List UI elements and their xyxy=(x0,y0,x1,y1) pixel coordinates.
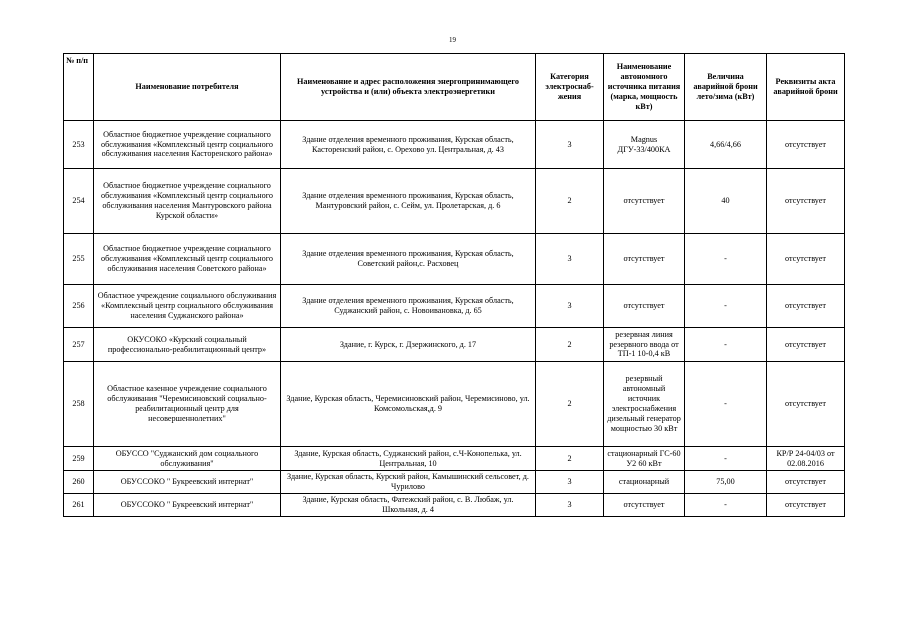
cell-num: 261 xyxy=(64,494,94,517)
cell-address: Здание отделения временного проживания, Курская область, Советский район,с. Расховец xyxy=(281,234,536,285)
cell-act: отсутствует xyxy=(767,328,845,362)
cell-reserve: - xyxy=(685,494,767,517)
cell-reserve: - xyxy=(685,362,767,447)
cell-source: резервный автономный источник электроснабжения дизельный генератор мощностью 30 кВт xyxy=(604,362,685,447)
cell-consumer: ОБУССО "Суджанский дом социального обслуживания" xyxy=(94,447,281,471)
cell-reserve: - xyxy=(685,285,767,328)
cell-consumer: ОКУСОКО «Курский социальный профессионально-реабилитационный центр» xyxy=(94,328,281,362)
cell-address: Здание, г. Курск, г. Дзержинского, д. 17 xyxy=(281,328,536,362)
header-source: Наименование автономного источника питания (марка, мощность кВт) xyxy=(604,54,685,121)
cell-source: стационарный ГС-60 У2 60 кВт xyxy=(604,447,685,471)
cell-reserve: - xyxy=(685,328,767,362)
cell-act: отсутствует xyxy=(767,285,845,328)
cell-num: 257 xyxy=(64,328,94,362)
cell-address: Здание отделения временного проживания, Курская область, Суджанский район, с. Новоивановка, д. 65 xyxy=(281,285,536,328)
cell-reserve: 4,66/4,66 xyxy=(685,121,767,169)
cell-address: Здание, Курская область, Фатежский район, с. В. Любаж, ул. Школьная, д. 4 xyxy=(281,494,536,517)
cell-num: 259 xyxy=(64,447,94,471)
table-row xyxy=(64,121,845,169)
table-row xyxy=(64,362,845,447)
table-row xyxy=(64,494,845,517)
cell-act: отсутствует xyxy=(767,362,845,447)
header-category: Категория электроснаб-жения xyxy=(536,54,604,121)
cell-address: Здание отделения временного проживания, Курская область, Мантуровский район, с. Сейм, ул. Пролетарская, д. 6 xyxy=(281,169,536,234)
cell-num: 255 xyxy=(64,234,94,285)
cell-reserve: - xyxy=(685,234,767,285)
table-row xyxy=(64,285,845,328)
cell-act: отсутствует xyxy=(767,234,845,285)
cell-reserve: - xyxy=(685,447,767,471)
header-act: Реквизиты акта аварийной брони xyxy=(767,54,845,121)
header-address: Наименование и адрес расположения энергопринимающего устройства и (или) объекта электроэнергетики xyxy=(281,54,536,121)
cell-consumer: ОБУССОКО " Букреевский интернат" xyxy=(94,471,281,494)
cell-act: отсутствует xyxy=(767,471,845,494)
cell-consumer: Областное учреждение социального обслуживания «Комплексный центр социального обслуживания населения Суджанского района» xyxy=(94,285,281,328)
cell-category: 2 xyxy=(536,362,604,447)
table-row xyxy=(64,471,845,494)
cell-category: 3 xyxy=(536,121,604,169)
cell-consumer: Областное бюджетное учреждение социального обслуживания «Комплексный центр социального обслуживания населения Касторенского района» xyxy=(94,121,281,169)
cell-category: 2 xyxy=(536,328,604,362)
cell-category: 3 xyxy=(536,285,604,328)
page-number: 19 xyxy=(449,36,456,44)
cell-act: отсутствует xyxy=(767,169,845,234)
cell-reserve: 75,00 xyxy=(685,471,767,494)
cell-category: 3 xyxy=(536,471,604,494)
cell-act: отсутствует xyxy=(767,494,845,517)
cell-source: отсутствует xyxy=(604,234,685,285)
cell-source: отсутствует xyxy=(604,169,685,234)
cell-num: 260 xyxy=(64,471,94,494)
cell-reserve: 40 xyxy=(685,169,767,234)
header-reserve: Величина аварийной брони лето/зима (кВт) xyxy=(685,54,767,121)
cell-category: 3 xyxy=(536,234,604,285)
cell-address: Здание, Курская область, Черемисиновский район, Черемисиново, ул. Комсомольская,д. 9 xyxy=(281,362,536,447)
table-row xyxy=(64,169,845,234)
table-row xyxy=(64,234,845,285)
cell-num: 256 xyxy=(64,285,94,328)
cell-consumer: ОБУССОКО " Букреевский интернат" xyxy=(94,494,281,517)
table-row xyxy=(64,328,845,362)
header-num: № п/п xyxy=(64,54,94,121)
cell-source: стационарный xyxy=(604,471,685,494)
cell-source: Magnus ДГУ-33/400КА xyxy=(604,121,685,169)
cell-address: Здание отделения временного проживания, Курская область, Касторенский район, с. Орехово ул. Центральная, д. 43 xyxy=(281,121,536,169)
cell-source: отсутствует xyxy=(604,494,685,517)
emergency-reserve-table xyxy=(63,53,845,517)
cell-consumer: Областное бюджетное учреждение социального обслуживания «Комплексный центр социального обслуживания населения Советского района» xyxy=(94,234,281,285)
cell-act: отсутствует xyxy=(767,121,845,169)
cell-category: 3 xyxy=(536,494,604,517)
cell-num: 258 xyxy=(64,362,94,447)
cell-category: 2 xyxy=(536,169,604,234)
table-header-row xyxy=(64,54,845,121)
cell-address: Здание, Курская область, Суджанский район, с.Ч-Конопелька, ул. Центральная, 10 xyxy=(281,447,536,471)
cell-source: отсутствует xyxy=(604,285,685,328)
cell-num: 254 xyxy=(64,169,94,234)
cell-category: 2 xyxy=(536,447,604,471)
cell-address: Здание, Курская область, Курский район, Камышинский сельсовет, д. Чурилово xyxy=(281,471,536,494)
header-consumer: Наименование потребителя xyxy=(94,54,281,121)
cell-consumer: Областное бюджетное учреждение социального обслуживания «Комплексный центр социального обслуживания населения Мантуровского района Курской области» xyxy=(94,169,281,234)
table-row xyxy=(64,447,845,471)
cell-act: КР/Р 24-04/03 от 02.08.2016 xyxy=(767,447,845,471)
cell-source: резервная линия резервного ввода от ТП-1 10-0,4 кВ xyxy=(604,328,685,362)
cell-num: 253 xyxy=(64,121,94,169)
cell-consumer: Областное казенное учреждение социального обслуживания "Черемисиновский социально-реабилитационный центр для несовершеннолетних" xyxy=(94,362,281,447)
